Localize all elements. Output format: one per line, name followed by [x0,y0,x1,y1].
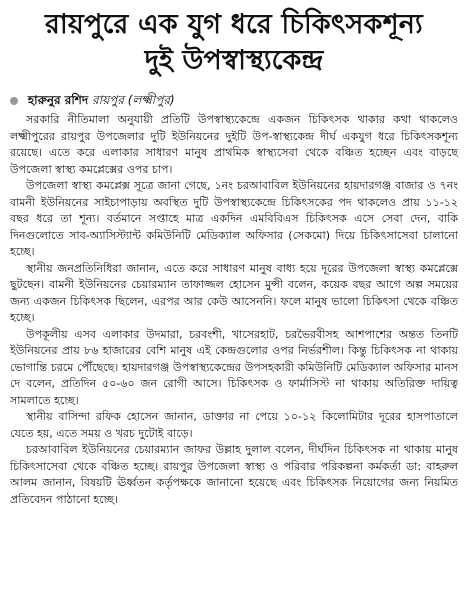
byline [10,92,458,108]
paragraph: চরআবাবিল ইউনিয়নের চেয়ারম্যান জাফর উল্লাহ দুলাল বলেন, দীর্ঘদিন চিকিৎসক না থাকায় মানুষ চিকিৎসাসেবা থেকে বঞ্চিত হচ্ছে। রায়পুর উপজেলা স্বাস্থ্য ও পরিবার পরিকল্পনা কর্মকর্তা ডা: বাহরুল আলম জানান, বিষয়টি ঊর্ধ্বতন কর্তৃপক্ষকে জানানো হয়েছে এবং চিকিৎসক নিয়োগের জন্য নিয়মিত প্রতিবেদন পাঠানো হচ্ছে। [10,443,458,506]
paragraph: সরকারি নীতিমালা অনুযায়ী প্রতিটি উপস্বাস্থ্যকেন্দ্রে একজন চিকিৎসক থাকার কথা থাকলেও লক্ষ্মীপুরের রায়পুর উপজেলার দুটি ইউনিয়নের দুইটি উপ-স্বাস্থ্যকেন্দ্র দীর্ঘ একযুগ ধরে চিকিৎসকশূন্য রয়েছে। এতে করে এলাকার সাধারণ মানুষ প্রাথমিক স্বাস্থ্যসেবা থেকে বঞ্চিত হচ্ছেন এবং বাড়ছে উপজেলা স্বাস্থ্য কমপ্লেক্সের ওপর চাপ। [10,113,458,176]
article-body [10,112,458,508]
headline-line-2: দুই উপস্বাস্থ্যকেন্দ্র [144,45,324,76]
bullet-icon [10,97,18,105]
paragraph: উপকূলীয় এসব এলাকার উদমারা, চরবংশী, খাসেরহাট, চরভৈরবীসহ আশপাশের অন্তত তিনটি ইউনিয়নের প্রায় ৮৬ হাজারের বেশি মানুষ এই কেন্দ্রগুলোর ওপর নির্ভরশীল। কিন্তু চিকিৎসক না থাকায় ভোগান্তি চরমে পৌঁছেছে। হায়দারগঞ্জ উপস্বাস্থ্যকেন্দ্রের উপসহকারী কমিউনিটি মেডিক্যাল অফিসার মানস দে বলেন, প্রতিদিন ৫০-৬০ জন রোগী আসে। চিকিৎসক ও ফার্মাসিস্ট না থাকায় অতিরিক্ত দায়িত্ব সামলাতে হচ্ছে। [10,327,458,407]
headline-line-1: রায়পুরে এক যুগ ধরে চিকিৎসকশূন্য [45,9,423,40]
paragraph: স্থানীয় বাসিন্দা রফিক হোসেন জানান, ডাক্তার না পেয়ে ১০-১২ কিলোমিটার দূরের হাসপাতালে যেতে হয়, এতে সময় ও খরচ দুটোই বাড়ে। [10,410,458,440]
paragraph: উপজেলা স্বাস্থ্য কমপ্লেক্স সূত্রে জানা গেছে, ১নং চরআবাবিল ইউনিয়নের হায়দারগঞ্জ বাজার ও ৭নং বামনী ইউনিয়নের সাইচাপাড়ায় অবস্থিত দুটি উপস্বাস্থ্যকেন্দ্রে চিকিৎসকের পদ থাকলেও প্রায় ১১-১২ বছর ধরে তা শূন্য। বর্তমানে সপ্তাহে মাত্র একদিন এমবিবিএস চিকিৎসক এসে সেবা দেন, বাকি দিনগুলোতে সাব-অ্যাসিস্ট্যান্ট কমিউনিটি মেডিক্যাল অফিসার (সেকমো) দিয়ে চিকিৎসাসেবা চালানো হচ্ছে। [10,179,458,258]
headline [10,6,458,78]
byline-place: রায়পুর (লক্ষ্মীপুর) [92,93,175,107]
byline-name: হারুনুর রশিদ [27,93,89,107]
paragraph: স্থানীয় জনপ্রতিনিধিরা জানান, এতে করে সাধারণ মানুষ বাধ্য হয়ে দূরের উপজেলা স্বাস্থ্য কমপ্লেক্সে ছুটছেন। বামনী ইউনিয়নের চেয়ারম্যান তাফাজ্জল হোসেন মুন্সী বলেন, কয়েক বছর আগে অল্প সময়ের জন্য একজন চিকিৎসক ছিলেন, এরপর আর কেউ আসেননি। ফলে মানুষ ভালো চিকিৎসা থেকে বঞ্চিত হচ্ছে। [10,261,458,324]
